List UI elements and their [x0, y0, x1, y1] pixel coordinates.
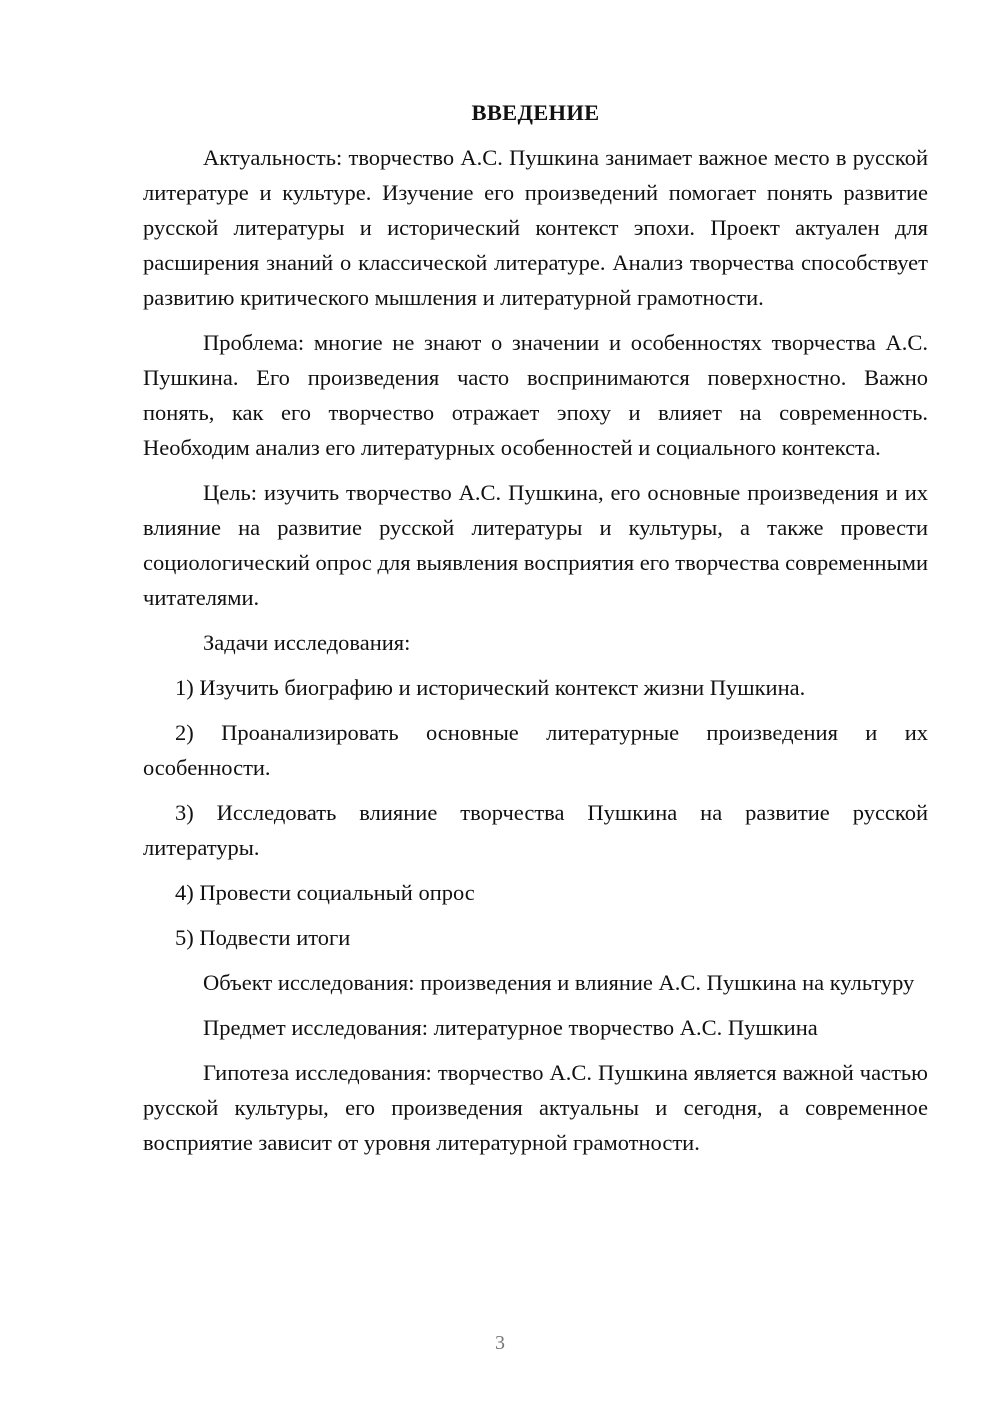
hypothesis-paragraph: Гипотеза исследования: творчество А.С. Пушкина является важной частью русской культуры, его произведения актуальны и сегодня, а современное восприятие зависит от уровня литературной грамотности.: [143, 1060, 928, 1155]
task-item-4: 4) Провести социальный опрос: [175, 880, 475, 905]
object-paragraph: Объект исследования: произведения и влияние А.С. Пушкина на культуру: [203, 970, 915, 995]
subject-paragraph: Предмет исследования: литературное творчество А.С. Пушкина: [203, 1015, 818, 1040]
page-number: 3: [495, 1332, 505, 1354]
task-item-3: 3) Исследовать влияние творчества Пушкина на развитие русской литературы.: [143, 800, 928, 860]
problem-paragraph: Проблема: многие не знают о значении и особенностях творчества А.С. Пушкина. Его произведения часто воспринимаются поверхностно. Важно понять, как его творчество отражает эпоху и влияет на современность. Необходим анализ его литературных особенностей и социального контекста.: [143, 330, 928, 460]
relevance-paragraph: Актуальность: творчество А.С. Пушкина занимает важное место в русской литературе и культуре. Изучение его произведений помогает понять развитие русской литературы и исторический контекст эпохи. Проект актуален для расширения знаний о классической литературе. Анализ творчества способствует развитию критического мышления и литературной грамотности.: [143, 145, 928, 310]
tasks-heading: Задачи исследования:: [203, 630, 411, 655]
task-item-5: 5) Подвести итоги: [175, 925, 351, 950]
page-content: [143, 95, 928, 1170]
task-item-2: 2) Проанализировать основные литературные произведения и их особенности.: [143, 720, 928, 780]
goal-paragraph: Цель: изучить творчество А.С. Пушкина, его основные произведения и их влияние на развитие русской литературы и культуры, а также провести социологический опрос для выявления восприятия его творчества современными читателями.: [143, 480, 928, 610]
section-heading: ВВЕДЕНИЕ: [471, 100, 600, 125]
task-item-1: 1) Изучить биографию и исторический контекст жизни Пушкина.: [175, 675, 806, 700]
